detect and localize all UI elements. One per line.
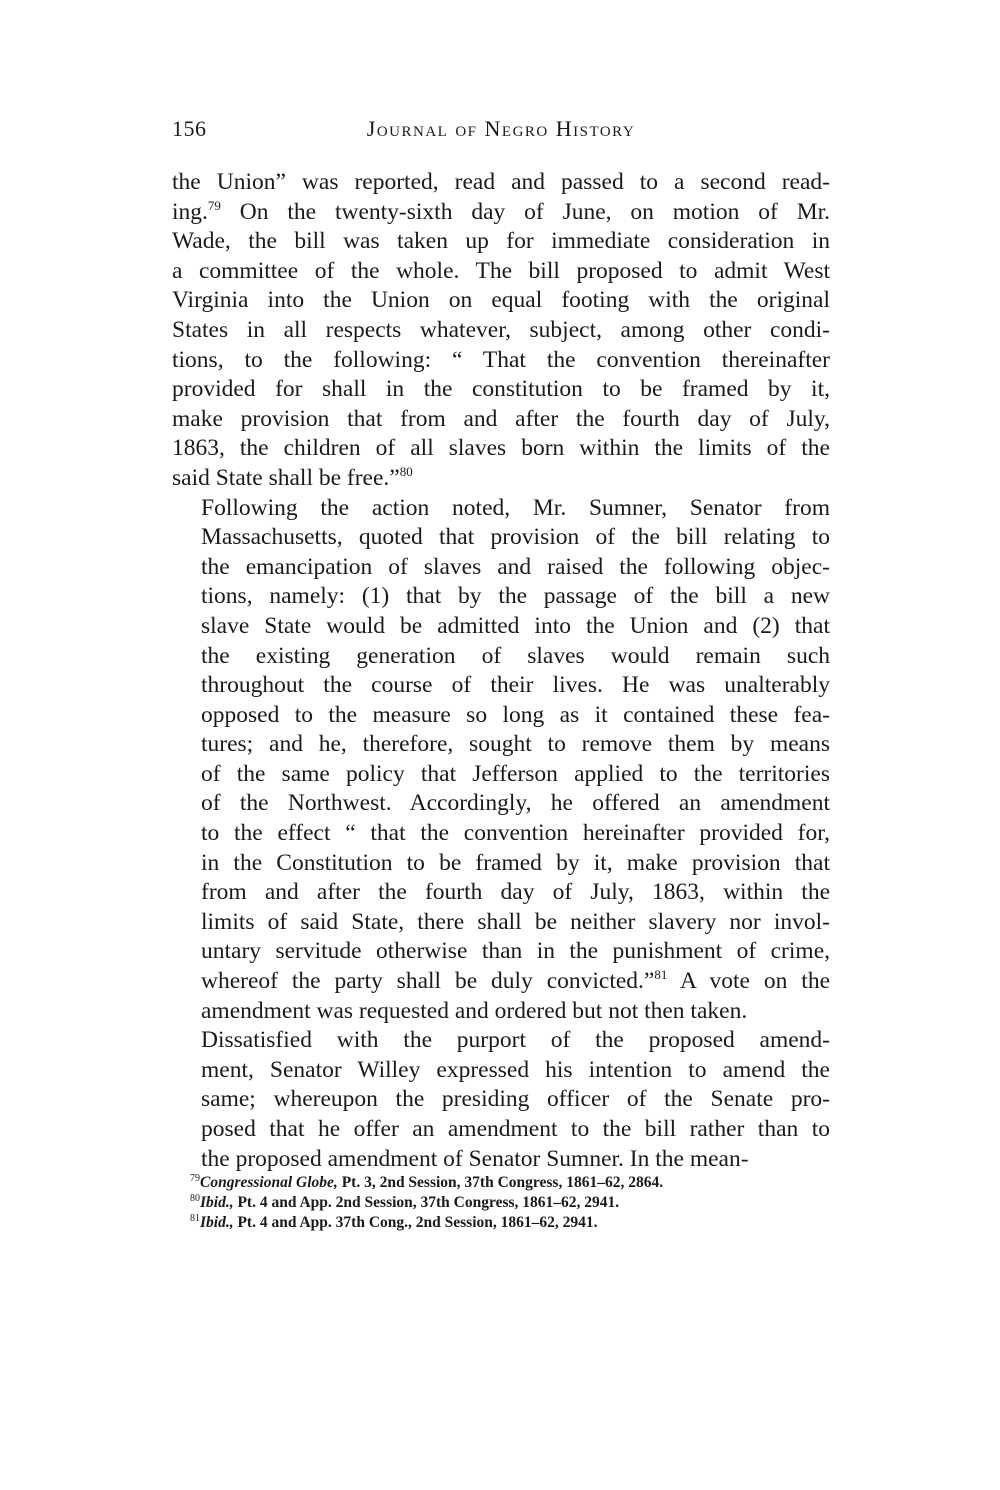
text-line: untary servitude otherwise than in the punishment of crime, (201, 938, 830, 965)
footnote-source: Congressional Globe, (200, 1174, 338, 1191)
footnote-number: 81 (190, 1213, 200, 1224)
text-line: Massachusetts, quoted that provision of the bill relating to (201, 524, 830, 551)
text-line: posed that he offer an amendment to the bill rather than to (201, 1116, 830, 1142)
text-line: of the Northwest. Accordingly, he offered an amendment (201, 790, 830, 817)
text-line: amendment was requested and ordered but not then taken. (201, 997, 748, 1024)
footnote-source: Ibid., (200, 1214, 234, 1231)
footnote (190, 1213, 830, 1233)
footnote-number: 80 (190, 1193, 200, 1204)
text-line: Dissatisfied with the purport of the proposed amend- (201, 1027, 830, 1054)
text-line: Virginia into the Union on equal footing with the original (172, 287, 830, 314)
text-line: the Union” was reported, read and passed to a second read- (172, 169, 830, 195)
text-line: provided for shall in the constitution to be framed by it, (172, 376, 830, 403)
page-number: 156 (172, 116, 207, 141)
text-line: in the Constitution to be framed by it, make provision that (201, 849, 830, 876)
text-line: same; whereupon the presiding officer of the Senate pro- (201, 1086, 830, 1113)
text-line: limits of said State, there shall be neither slavery nor invol- (201, 908, 830, 935)
footnote (190, 1193, 830, 1213)
paragraph (172, 1026, 830, 1174)
footnote-details: Pt. 4 and App. 2nd Session, 37th Congress, 1861–62, 2941. (233, 1194, 620, 1211)
text-line: ing.$^{79}$ On the twenty-sixth day of June, on motion of Mr. (172, 197, 830, 225)
text-line: a committee of the whole. The bill proposed to admit West (172, 257, 830, 284)
text-line: tions, to the following: “ That the convention thereinafter (172, 346, 830, 373)
body-text (172, 168, 830, 1174)
footnote-number: 79 (190, 1173, 200, 1184)
text-line: Wade, the bill was taken up for immediate consideration in (172, 228, 830, 255)
text-line: from and after the fourth day of July, 1863, within the (201, 879, 830, 906)
text-line: make provision that from and after the fourth day of July, (172, 405, 830, 432)
text-line: ment, Senator Willey expressed his intention to amend the (201, 1056, 830, 1083)
text-line: the emancipation of slaves and raised the following objec- (201, 553, 830, 580)
footnote-ref[interactable]: 79 (207, 197, 221, 213)
footnote-details: Pt. 3, 2nd Session, 37th Congress, 1861–62, 2864. (337, 1174, 664, 1191)
text-line: tures; and he, therefore, sought to remove them by means (201, 731, 830, 758)
text-line: States in all respects whatever, subject, among other condi- (172, 316, 830, 343)
footnote-ref[interactable]: 81 (654, 967, 668, 983)
text-line: throughout the course of their lives. He was unalterably (201, 672, 830, 699)
text-line: opposed to the measure so long as it contained these fea- (201, 701, 830, 728)
text-line: the proposed amendment of Senator Sumner. In the mean- (201, 1145, 749, 1172)
footnote-source: Ibid., (200, 1194, 234, 1211)
text-line: the existing generation of slaves would remain such (201, 642, 830, 669)
footnote-ref[interactable]: 80 (399, 463, 413, 479)
running-title: Journal of Negro History (366, 116, 636, 141)
text-line: Following the action noted, Mr. Sumner, Senator from (201, 494, 830, 521)
footnote (190, 1173, 830, 1193)
footnotes (190, 1173, 830, 1233)
paragraph (172, 494, 830, 1027)
text-line: to the effect “ that the convention hereinafter provided for, (201, 820, 830, 847)
footnote-details: Pt. 4 and App. 37th Cong., 2nd Session, 1861–62, 2941. (233, 1214, 598, 1231)
paragraph (172, 168, 830, 494)
text-line: slave State would be admitted into the Union and (2) that (201, 612, 830, 639)
text-line: said State shall be free.”$^{80}$ (172, 463, 413, 491)
text-line: 1863, the children of all slaves born within the limits of the (172, 435, 830, 462)
text-line: of the same policy that Jefferson applied to the territories (201, 760, 830, 787)
text-line: whereof the party shall be duly convicted.”$^{81}$ A vote on the (201, 967, 830, 995)
text-line: tions, namely: (1) that by the passage of the bill a new (201, 583, 830, 610)
page-header (172, 116, 830, 146)
